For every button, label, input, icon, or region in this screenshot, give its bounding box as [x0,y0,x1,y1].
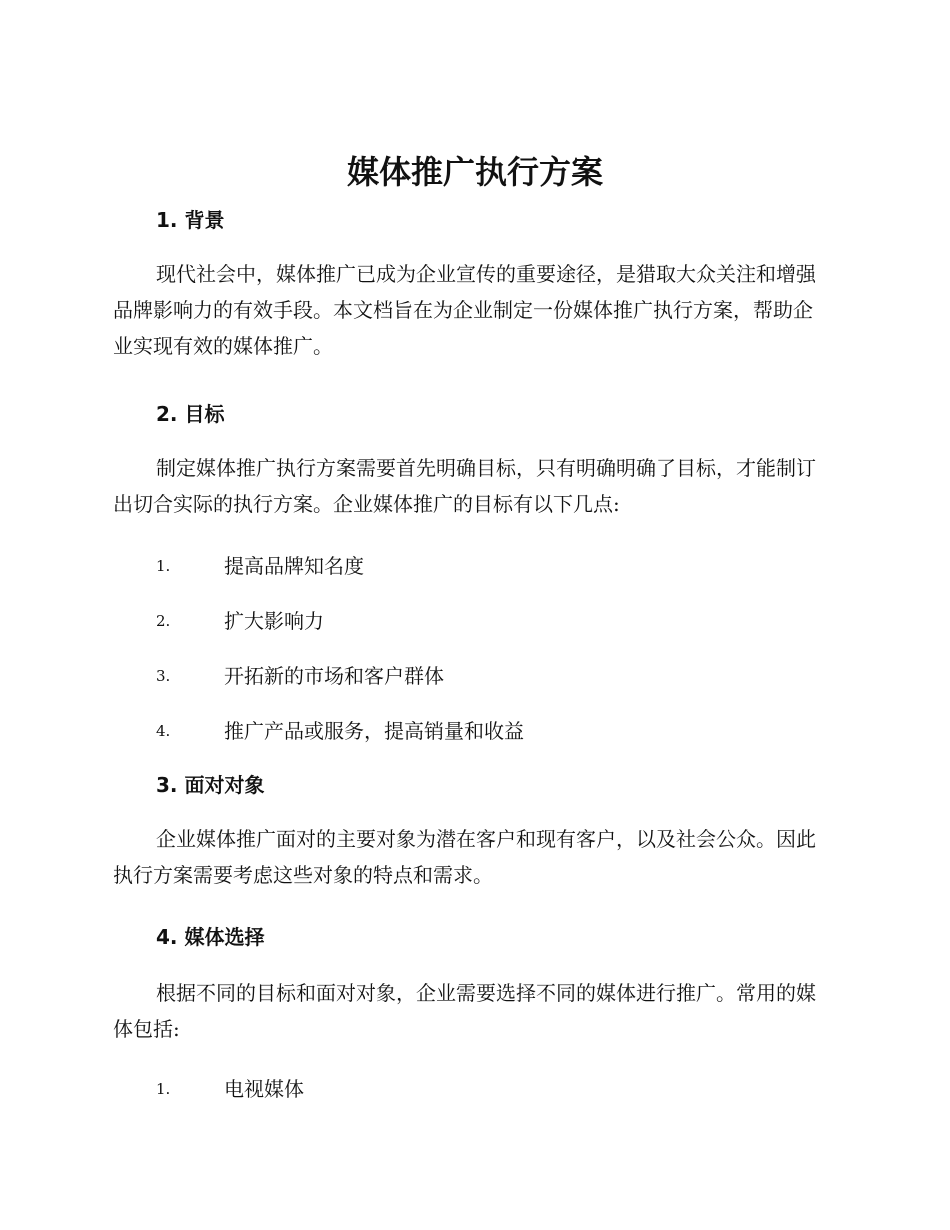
list-text: 提高品牌知名度 [224,554,364,578]
paragraph-goals: 制定媒体推广执行方案需要首先明确目标，只有明确明确了目标，才能制订出切合实际的执行方案。企业媒体推广的目标有以下几点: [113,456,816,516]
list-number: 4. [156,722,171,740]
section-heading-media-selection: 4. 媒体选择 [156,925,265,949]
list-number: 2. [156,612,171,630]
list-text: 开拓新的市场和客户群体 [224,664,444,688]
list-text: 电视媒体 [224,1077,304,1101]
list-number: 3. [156,667,171,685]
section-heading-background: 1. 背景 [156,208,225,232]
list-number: 1. [156,557,171,575]
paragraph-media-selection: 根据不同的目标和面对对象，企业需要选择不同的媒体进行推广。常用的媒体包括: [113,981,816,1041]
list-text: 推广产品或服务，提高销量和收益 [224,719,524,743]
section-heading-audience: 3. 面对对象 [156,773,265,797]
paragraph-audience: 企业媒体推广面对的主要对象为潜在客户和现有客户，以及社会公众。因此执行方案需要考虑这些对象的特点和需求。 [113,827,816,887]
paragraph-background: 现代社会中，媒体推广已成为企业宣传的重要途径，是猎取大众关注和增强品牌影响力的有效手段。本文档旨在为企业制定一份媒体推广执行方案，帮助企业实现有效的媒体推广。 [113,262,816,358]
list-text: 扩大影响力 [224,609,324,633]
list-number: 1. [156,1080,171,1098]
section-heading-goals: 2. 目标 [156,402,225,426]
document-title: 媒体推广执行方案 [346,153,603,191]
